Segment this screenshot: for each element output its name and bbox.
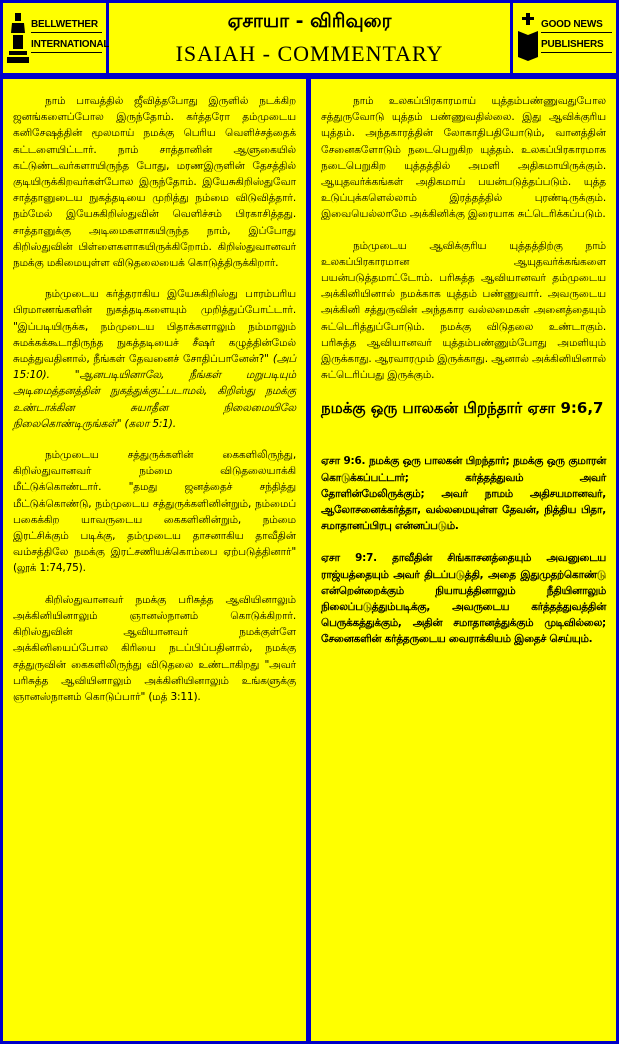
page-title-english: ISAIAH - COMMENTARY bbox=[175, 41, 444, 66]
page-title-tamil: ஏசாயா - விரிவுரை bbox=[227, 10, 392, 32]
commentary-paragraph: நம்முடைய ஆவிக்குரிய யுத்தத்திற்கு நாம் உலகப்பிரகாரமான ஆயுதவர்க்கங்களை பயன்படுத்தமாட்டோம். பரிசுத்த ஆவியானவர் தம்முடைய அக்கினியினால் நமக்காக யுத்தம் பண்ணுவார். அவருடைய அக்கினி சத்துருவின் அந்தகார வல்லமைகள் அனைத்தையும் சுட்டெரித்துப்போடும். நமக்கு விடுதலை உண்டாகும். பரிசுத்த ஆவியானவர் யுத்தம்பண்ணும்போது அமளியும் இருக்காது. ஆரவாரமும் இருக்காது. ஆனால் அக்கினியினால் சுட்டெரிப்பது இருக்கும். bbox=[321, 239, 606, 382]
logo-right-line2: PUBLISHERS bbox=[541, 37, 612, 53]
scripture-verse: ஏசா 9:7. தாவீதின் சிங்காசனத்தையும் அவனுடைய ராஜ்யத்தையும் அவர் திடப்படுத்தி, அதை இதுமுதற்கொண்டு என்றென்றைக்கும் நியாயத்தினாலும் நீதியினாலும் நிலைப்படுத்தும்படிக்கு, அவருடைய கர்த்தத்துவத்தின் பெருக்கத்துக்கும், அதின் சமாதானத்துக்கும் முடிவில்லை; சேனைகளின் கர்த்தருடைய வைராக்கியம் இதைச் செய்யும். bbox=[321, 552, 606, 646]
logo-left-line2: INTERNATIONAL bbox=[31, 37, 102, 53]
scripture-verse: ஏசா 9:6. நமக்கு ஒரு பாலகன் பிறந்தார்; நமக்கு ஒரு குமாரன் கொடுக்கப்பட்டார்; கர்த்தத்துவம் அவர் தோளின்மேலிருக்கும்; அவர் நாமம் அதிசயமானவர், ஆலோசனைக்கர்த்தா, வல்லமையுள்ள தேவன், நித்திய பிதா, சமாதானப்பிரபு என்னப்படும். bbox=[321, 455, 606, 533]
good-news-logo bbox=[517, 11, 612, 65]
header-title-box bbox=[109, 3, 510, 73]
commentary-paragraph: நாம் உலகப்பிரகாரமாய் யுத்தம்பண்ணுவதுபோல சத்துருவோடு யுத்தம் பண்ணுவதில்லை. இது ஆவிக்குரிய யுத்தம். அந்தகாரத்தின் லோகாதிபதியோடும், வானத்தின் சேனைகளோடும் நடைபெறுகிற யுத்தம். உலகப்பிரகாரமாக நடைபெறுகிற யுத்தத்தில் அமளி அதிகமாயிருக்கும். ஆயுதவர்க்கங்கள் அதிகமாய் பயன்படுத்தப்படும். யுத்த உடுப்புக்களெல்லாம் இரத்தத்தில் புரண்டிருக்கும். இவையெல்லாமே அக்கினிக்கு இரையாக சுட்டெரிக்கப்படும். bbox=[321, 95, 606, 221]
header-logo-left-box bbox=[3, 3, 110, 73]
bell-tower-icon bbox=[7, 11, 29, 65]
left-column bbox=[3, 79, 306, 1041]
logo-left-line1: BELLWETHER bbox=[31, 17, 102, 33]
right-column bbox=[311, 79, 616, 1041]
open-book-icon bbox=[517, 11, 539, 65]
commentary-paragraph: நாம் பாவத்தில் ஜீவித்தபோது இருளில் நடக்கிற ஜனங்களைப்போல இருந்தோம். கர்த்தரோ தம்முடைய கனிசேஷத்தின் மூலமாய் நமக்கு பெரிய வெளிச்சத்தைக் கட்டளையிட்டார். நாம் சாத்தானின் ஆளுகையில் கட்டுண்டவர்களாயிருந்த போது, மரணஇருளின் தேசத்தில் குடியிருக்கிறவர்கள்போல இருந்தோம். இயேசுகிறிஸ்துவோ சாத்தானுடைய நுகத்தடியை முறித்து நம்மை விடுவித்தார். நம்மேல் இயேசுகிறிஸ்துவின் வெளிச்சம் பிரகாசித்தது. சாத்தானுக்கு அடிமைகளாகயிருந்த நாம், இப்போது கிறிஸ்துவின் பிள்ளைகளாகயிருக்கிறோம். கிறிஸ்துவானவர் நமக்கு மகிமையுள்ள விடுதலையைக் கொடுத்திருக்கிறார். bbox=[13, 95, 296, 270]
header-logo-right-box bbox=[513, 3, 616, 73]
commentary-paragraph: கிறிஸ்துவானவர் நமக்கு பரிசுத்த ஆவியினாலும் அக்கினியினாலும் ஞானஸ்நானம் கொடுக்கிறார். கிறிஸ்துவின் ஆவியானவர் நமக்குள்ளே அக்கினியைப்போல கிரியை நடப்பிப்பதினால், நமக்கு சத்துருவின் கைகளிலிருந்து விடுதலை உண்டாகிறது "அவர் பரிசுத்த ஆவியினாலும் அக்கினியினாலும் உங்களுக்கு ஞானஸ்நானம் கொடுப்பார்" (மத் 3:11). bbox=[13, 593, 296, 703]
section-heading: நமக்கு ஒரு பாலகன் பிறந்தார் ஏசா 9:6,7 bbox=[321, 399, 604, 418]
scripture-reference: (அப் 15:10). "ஆனபடியினாலே, நீங்கள் மறுபடியும் அடிமைத்தனத்தின் நுகத்துக்குட்படாமல், கிறிஸ்து நமக்கு உண்டாக்கின சுயாதீன நிலைமையிலே நிலைகொண்டிருங்கள்" (கலா 5:1). bbox=[13, 353, 297, 430]
commentary-paragraph: நம்முடைய கர்த்தராகிய இயேசுகிறிஸ்து பாரம்பரிய பிரமாணங்களின் நுகத்தடிகளையும் முறித்துப்போட்டார். "இப்படியிருக்க, நம்முடைய பிதாக்களாலும் நம்மாலும் சுமக்கக்கூடாதிருந்த நுகத்தடியைச் சீஷர் கழுத்தின்மேல் சுமத்துவதினால், நீங்கள் தேவனைச் சோதிப்பானேன்?" (அப் 15:10). "ஆனபடியினாலே, நீங்கள் மறுபடியும் அடிமைத்தனத்தின் நுகத்துக்குட்படாமல், கிறிஸ்து நமக்கு உண்டாக்கின சுயாதீன நிலைமையிலே நிலைகொண்டிருங்கள்" (கலா 5:1). bbox=[13, 288, 297, 430]
commentary-paragraph: நம்முடைய சத்துருக்களின் கைகளிலிருந்து, கிறிஸ்துவானவர் நம்மை விடுதலையாக்கி மீட்டுக்கொண்டார். "தமது ஜனத்தைச் சந்தித்து மீட்டுக்கொண்டு, நம்முடைய சத்துருக்களினின்றும், நம்மைப் பகைக்கிற யாவருடைய கைகளினின்றும், நம்மை இரட்சிக்கும் படிக்கு, தம்முடைய தாசனாகிய தாவீதின் வம்சத்திலே நமக்கு இரட்சணியக்கொம்பை ஏற்படுத்தினார்" (லூக் 1:74,75). bbox=[13, 449, 296, 575]
logo-right-line1: GOOD NEWS bbox=[541, 17, 612, 33]
bellwether-logo bbox=[7, 11, 110, 65]
